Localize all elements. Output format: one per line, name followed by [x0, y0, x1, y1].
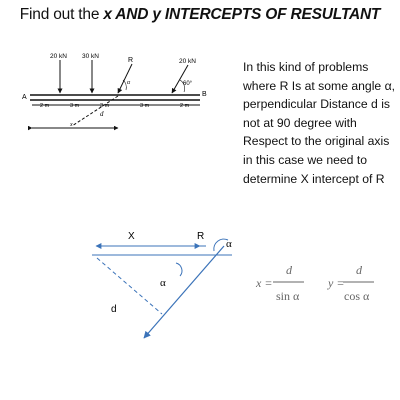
lower-alpha-outer: α: [226, 238, 232, 250]
beam-d-label: d: [100, 110, 104, 118]
resultant-label: R: [128, 57, 134, 64]
explanation-text: [243, 58, 400, 188]
lower-r-label: R: [197, 231, 205, 242]
title-x-letter: x: [103, 6, 112, 23]
explanation-line-3: perpendicular Distance d is: [243, 97, 391, 112]
angle-60-label: 60°: [183, 81, 193, 87]
beam-x-label: x: [70, 122, 73, 128]
title-and: AND: [111, 6, 153, 23]
force-20kn-inclined-label: 20 kN: [179, 58, 196, 65]
resultant-arrow: [118, 64, 132, 93]
force-30kn-label: 30 kN: [82, 53, 99, 60]
explanation-line-7: determine X intercept of R: [243, 171, 385, 186]
explanation-line-1: In this kind of problems: [243, 60, 369, 74]
explanation-line-6: in this case we need to: [243, 152, 367, 167]
formula-y-denominator: cos α: [344, 289, 370, 303]
lower-d-line: [97, 258, 162, 314]
force-20kn-left-label: 20 kN: [50, 53, 67, 60]
formula-x-denominator: sin α: [276, 289, 300, 303]
formula-x-numerator: d: [286, 263, 292, 277]
dim-seg5: 2 m: [180, 103, 190, 109]
explanation-line-4: not at 90 degree with: [243, 115, 357, 130]
lower-d-label: d: [111, 304, 117, 315]
dim-seg4: 3 m: [140, 103, 150, 109]
title-suffix: INTERCEPTS OF RESULTANT: [160, 6, 381, 23]
dim-seg3: 3 m: [100, 103, 110, 109]
title-prefix: Find out the: [19, 6, 104, 23]
resultant-alpha: α: [127, 80, 131, 86]
lower-inner-arc: [176, 263, 182, 276]
end-b-label: B: [202, 91, 207, 98]
dim-seg2: 3 m: [70, 103, 80, 109]
dim-seg1: 2 m: [40, 103, 50, 109]
explanation-line-2: where R Is at some angle α,: [243, 78, 396, 93]
beam: [30, 95, 200, 100]
lower-alpha-inner: α: [160, 277, 166, 289]
force-20kn-inclined-arrow: [172, 65, 188, 93]
lower-resultant-line: [144, 246, 224, 338]
formula-y-lhs: y =: [328, 276, 345, 290]
end-a-label: A: [22, 94, 27, 101]
title-y-letter: y: [152, 6, 161, 23]
lower-x-label: X: [128, 231, 135, 242]
formula-x-lhs: x =: [256, 276, 273, 290]
explanation-line-5: Respect to the original axis: [243, 134, 390, 149]
formula-y-numerator: d: [356, 263, 362, 277]
